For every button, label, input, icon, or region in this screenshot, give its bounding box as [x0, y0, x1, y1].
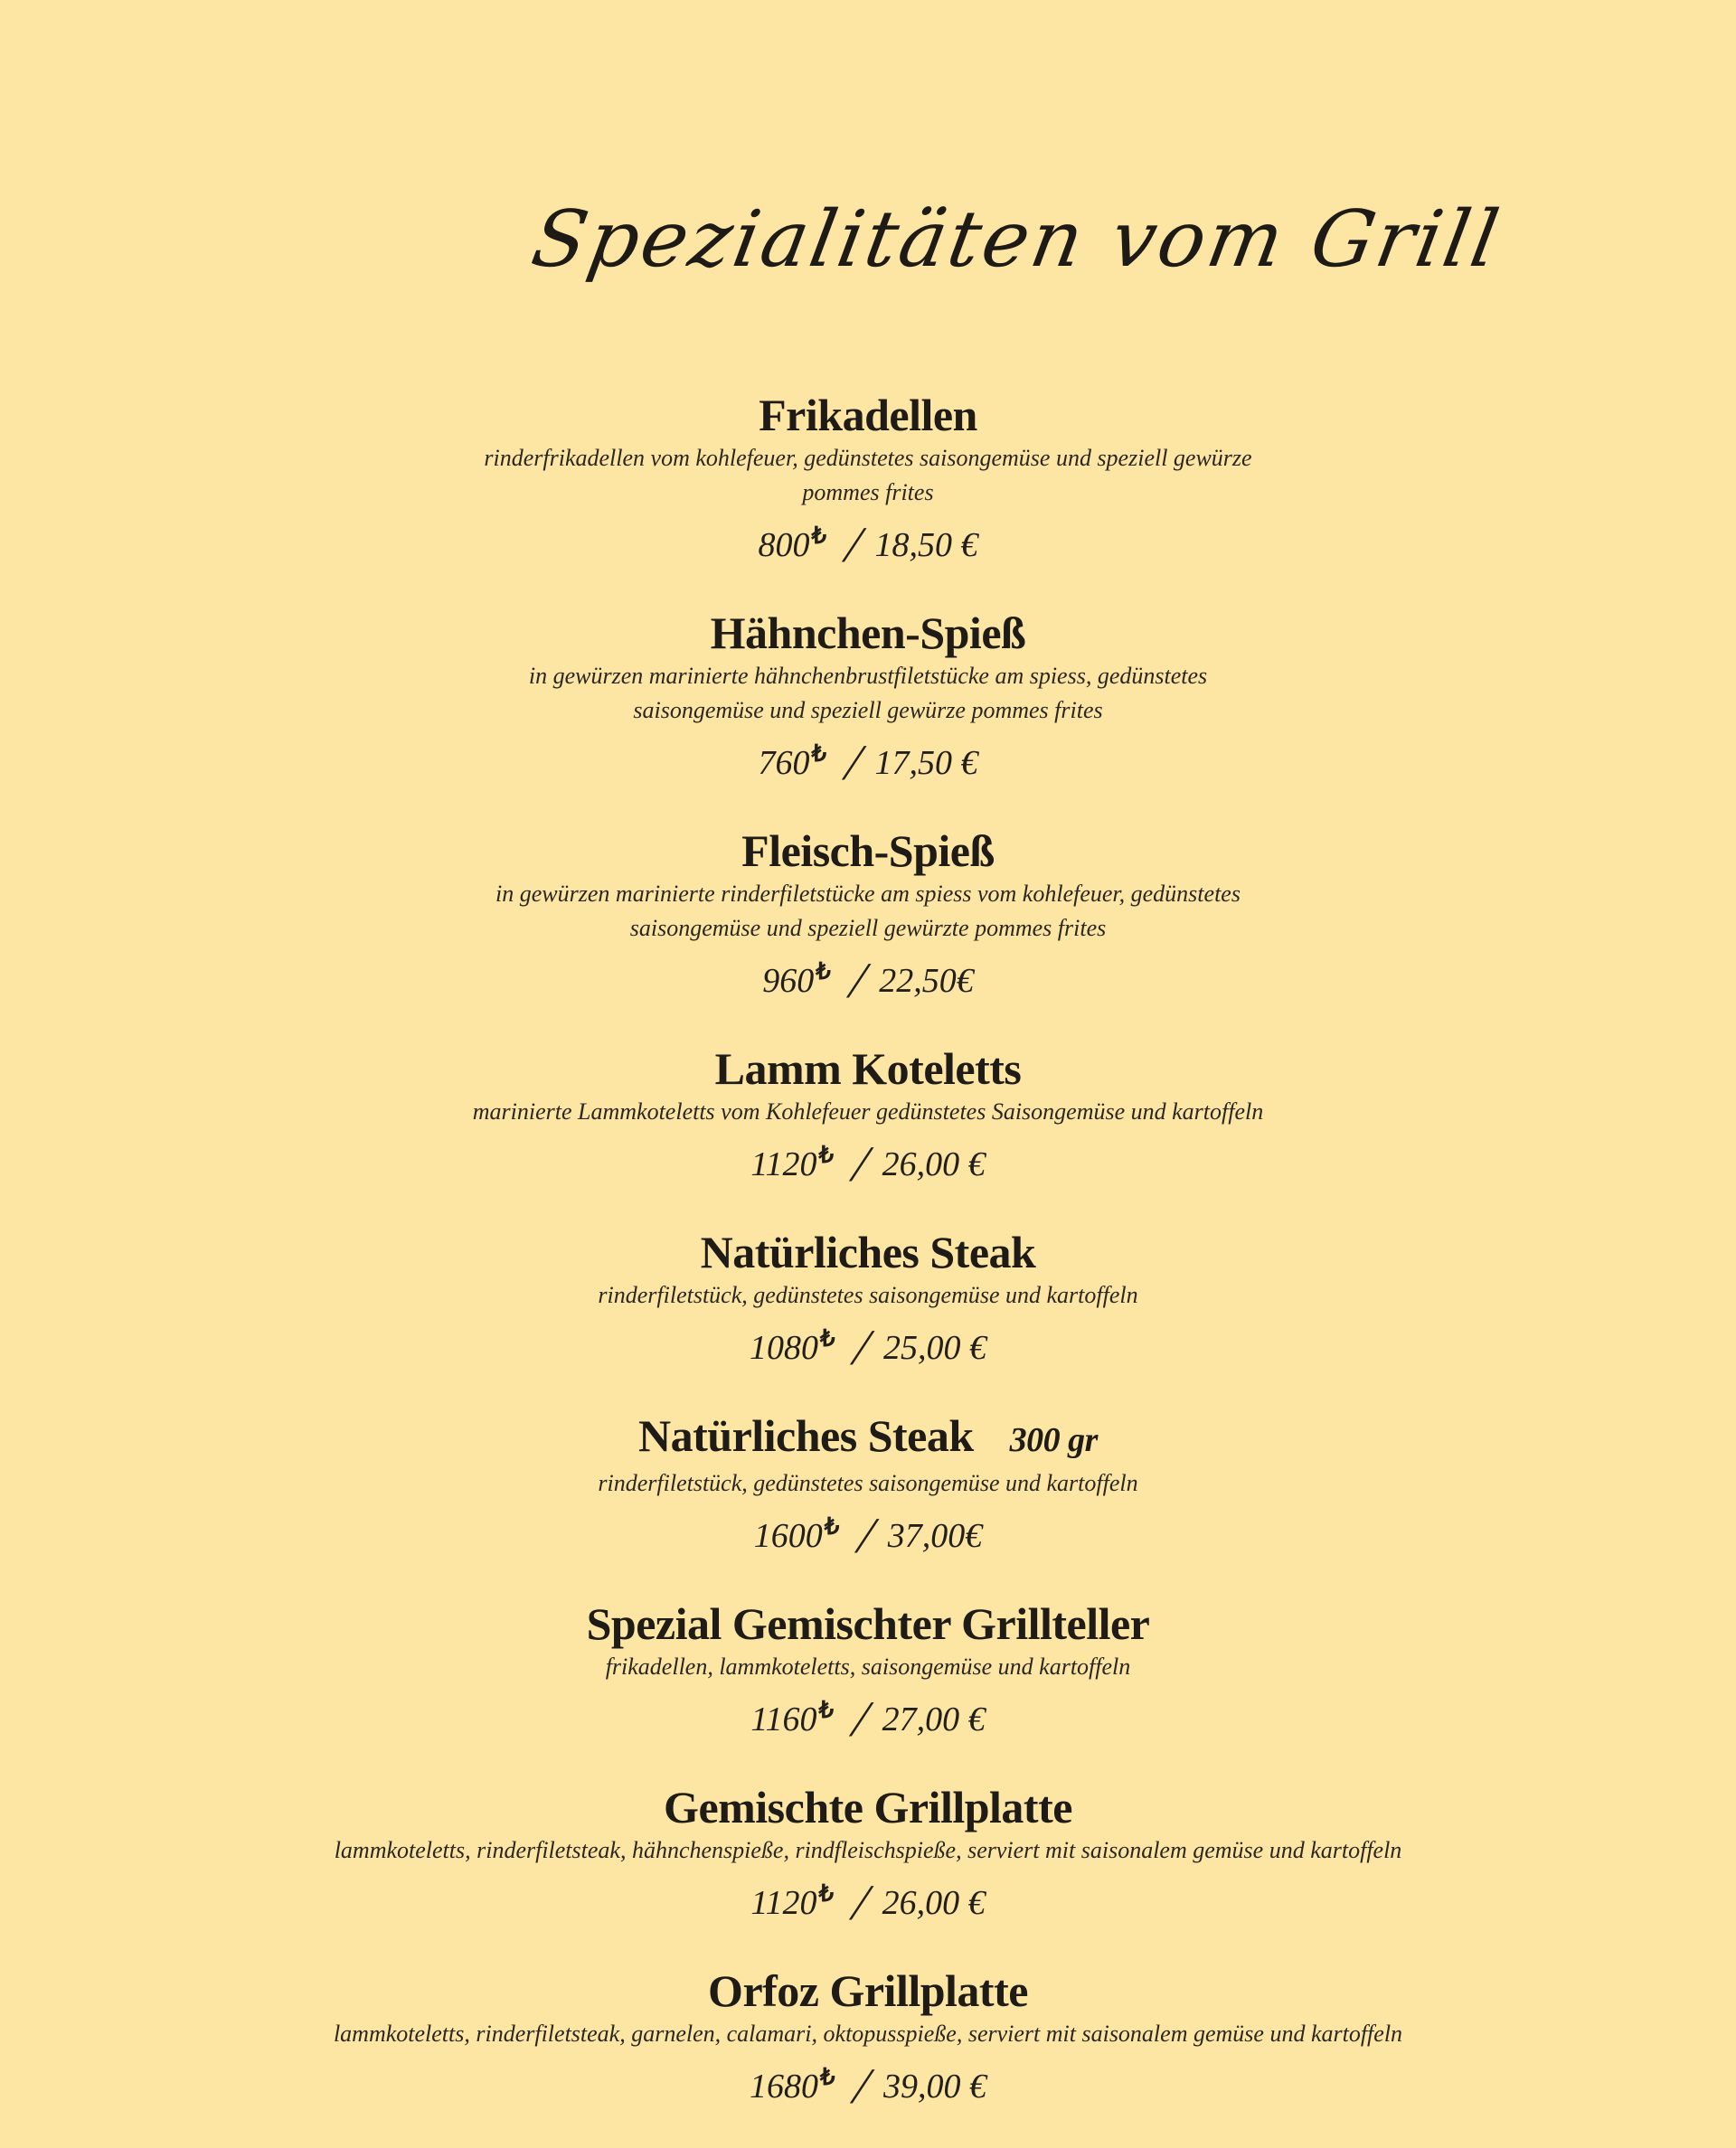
menu-item [0, 607, 1736, 789]
dish-description: in gewürzen marinierte hähnchenbrustfiletstücke am spiess, gedünstetes saisongemüse und speziell gewürze pommes frites [528, 663, 1208, 723]
lira-symbol: ₺ [818, 1880, 835, 1907]
price-try: 1120 [750, 1145, 817, 1183]
price-try: 1120 [750, 1884, 817, 1922]
lira-symbol: ₺ [818, 1697, 835, 1723]
price-eur: 27,00 € [882, 1700, 986, 1738]
lira-symbol: ₺ [811, 740, 826, 767]
dish-price [0, 2051, 1736, 2113]
dish-price [0, 946, 1736, 1007]
dish-description: lammkoteletts, rinderfiletsteak, garnelen, calamari, oktopusspieße, serviert mit saisonalem gemüse und kartoffeln [333, 2021, 1403, 2047]
price-try: 1680 [749, 2068, 818, 2106]
lira-symbol: ₺ [819, 2064, 835, 2090]
dish-price [0, 1684, 1736, 1746]
price-separator: / [846, 953, 869, 1009]
price-eur: 18,50 € [874, 526, 978, 564]
price-eur: 39,00 € [883, 2068, 987, 2106]
price-eur: 22,50€ [879, 962, 974, 1000]
price-separator: / [851, 2058, 873, 2115]
price-separator: / [849, 1691, 872, 1748]
menu-list [0, 389, 1736, 2148]
menu-item [0, 824, 1736, 1007]
menu-item [0, 1597, 1736, 1746]
dish-description: rinderfiletstück, gedünstetes saisongemüse und kartoffeln [598, 1282, 1138, 1308]
dish-name: Natürliches Steak 300 gr [638, 1410, 1098, 1461]
menu-item [0, 389, 1736, 571]
dish-description: rinderfrikadellen vom kohlefeuer, gedünstetes saisongemüse und speziell gewürze pommes frites [484, 445, 1252, 505]
price-eur: 37,00€ [887, 1517, 983, 1555]
price-eur: 26,00 € [882, 1145, 986, 1183]
dish-price [0, 1868, 1736, 1929]
dish-name: Gemischte Grillplatte [664, 1782, 1072, 1832]
price-eur: 26,00 € [882, 1884, 986, 1922]
lira-symbol: ₺ [818, 1142, 835, 1168]
dish-description: frikadellen, lammkoteletts, saisongemüse und kartoffeln [605, 1653, 1131, 1680]
dish-name: Lamm Koteletts [714, 1043, 1022, 1094]
price-separator: / [854, 1508, 878, 1564]
price-try: 1080 [749, 1329, 818, 1367]
price-try: 1600 [753, 1517, 823, 1555]
price-separator: / [842, 735, 864, 791]
dish-price [0, 1313, 1736, 1374]
price-separator: / [849, 1875, 872, 1931]
price-separator: / [842, 517, 864, 573]
dish-price [0, 1129, 1736, 1191]
lira-symbol: ₺ [816, 958, 831, 984]
price-try: 760 [758, 744, 810, 782]
dish-name: Frikadellen [759, 390, 977, 440]
dish-description: rinderfiletstück, gedünstetes saisongemüse und kartoffeln [598, 1470, 1138, 1496]
dish-description: lammkoteletts, rinderfiletsteak, hähnchenspieße, rindfleischspieße, serviert mit saisonalem gemüse und kartoffeln [334, 1837, 1402, 1863]
dish-name: Spezial Gemischter Grillteller [586, 1598, 1150, 1649]
lira-symbol: ₺ [819, 1325, 835, 1352]
dish-name: Orfoz Grillplatte [708, 1965, 1028, 2016]
menu-item [0, 1226, 1736, 1374]
menu-item [0, 1042, 1736, 1191]
menu-item [0, 1964, 1736, 2113]
dish-description: marinierte Lammkoteletts vom Kohlefeuer gedünstetes Saisongemüse und kartoffeln [472, 1098, 1264, 1125]
menu-item [0, 1409, 1736, 1562]
menu-item [0, 1781, 1736, 1929]
price-separator: / [851, 1320, 873, 1376]
price-try: 960 [762, 962, 815, 1000]
dish-name: Fleisch-Spieß [741, 825, 995, 876]
lira-symbol: ₺ [824, 1513, 840, 1540]
price-try: 1160 [750, 1700, 817, 1738]
dish-name: Hähnchen-Spieß [710, 608, 1026, 658]
price-separator: / [849, 1136, 872, 1192]
dish-name: Natürliches Steak [700, 1227, 1036, 1277]
dish-price [0, 510, 1736, 571]
price-try: 800 [758, 526, 810, 564]
dish-weight-note: 300 gr [1009, 1421, 1098, 1459]
lira-symbol: ₺ [811, 523, 826, 549]
dish-description: in gewürzen marinierte rinderfiletstücke am spiess vom kohlefeuer, gedünstetes saisongemüse und speziell gewürzte pommes frites [495, 881, 1241, 941]
price-eur: 17,50 € [874, 744, 978, 782]
dish-price [0, 1501, 1736, 1562]
price-eur: 25,00 € [883, 1329, 987, 1367]
dish-price [0, 728, 1736, 789]
page-title: Spezialitäten vom Grill [525, 194, 1508, 285]
